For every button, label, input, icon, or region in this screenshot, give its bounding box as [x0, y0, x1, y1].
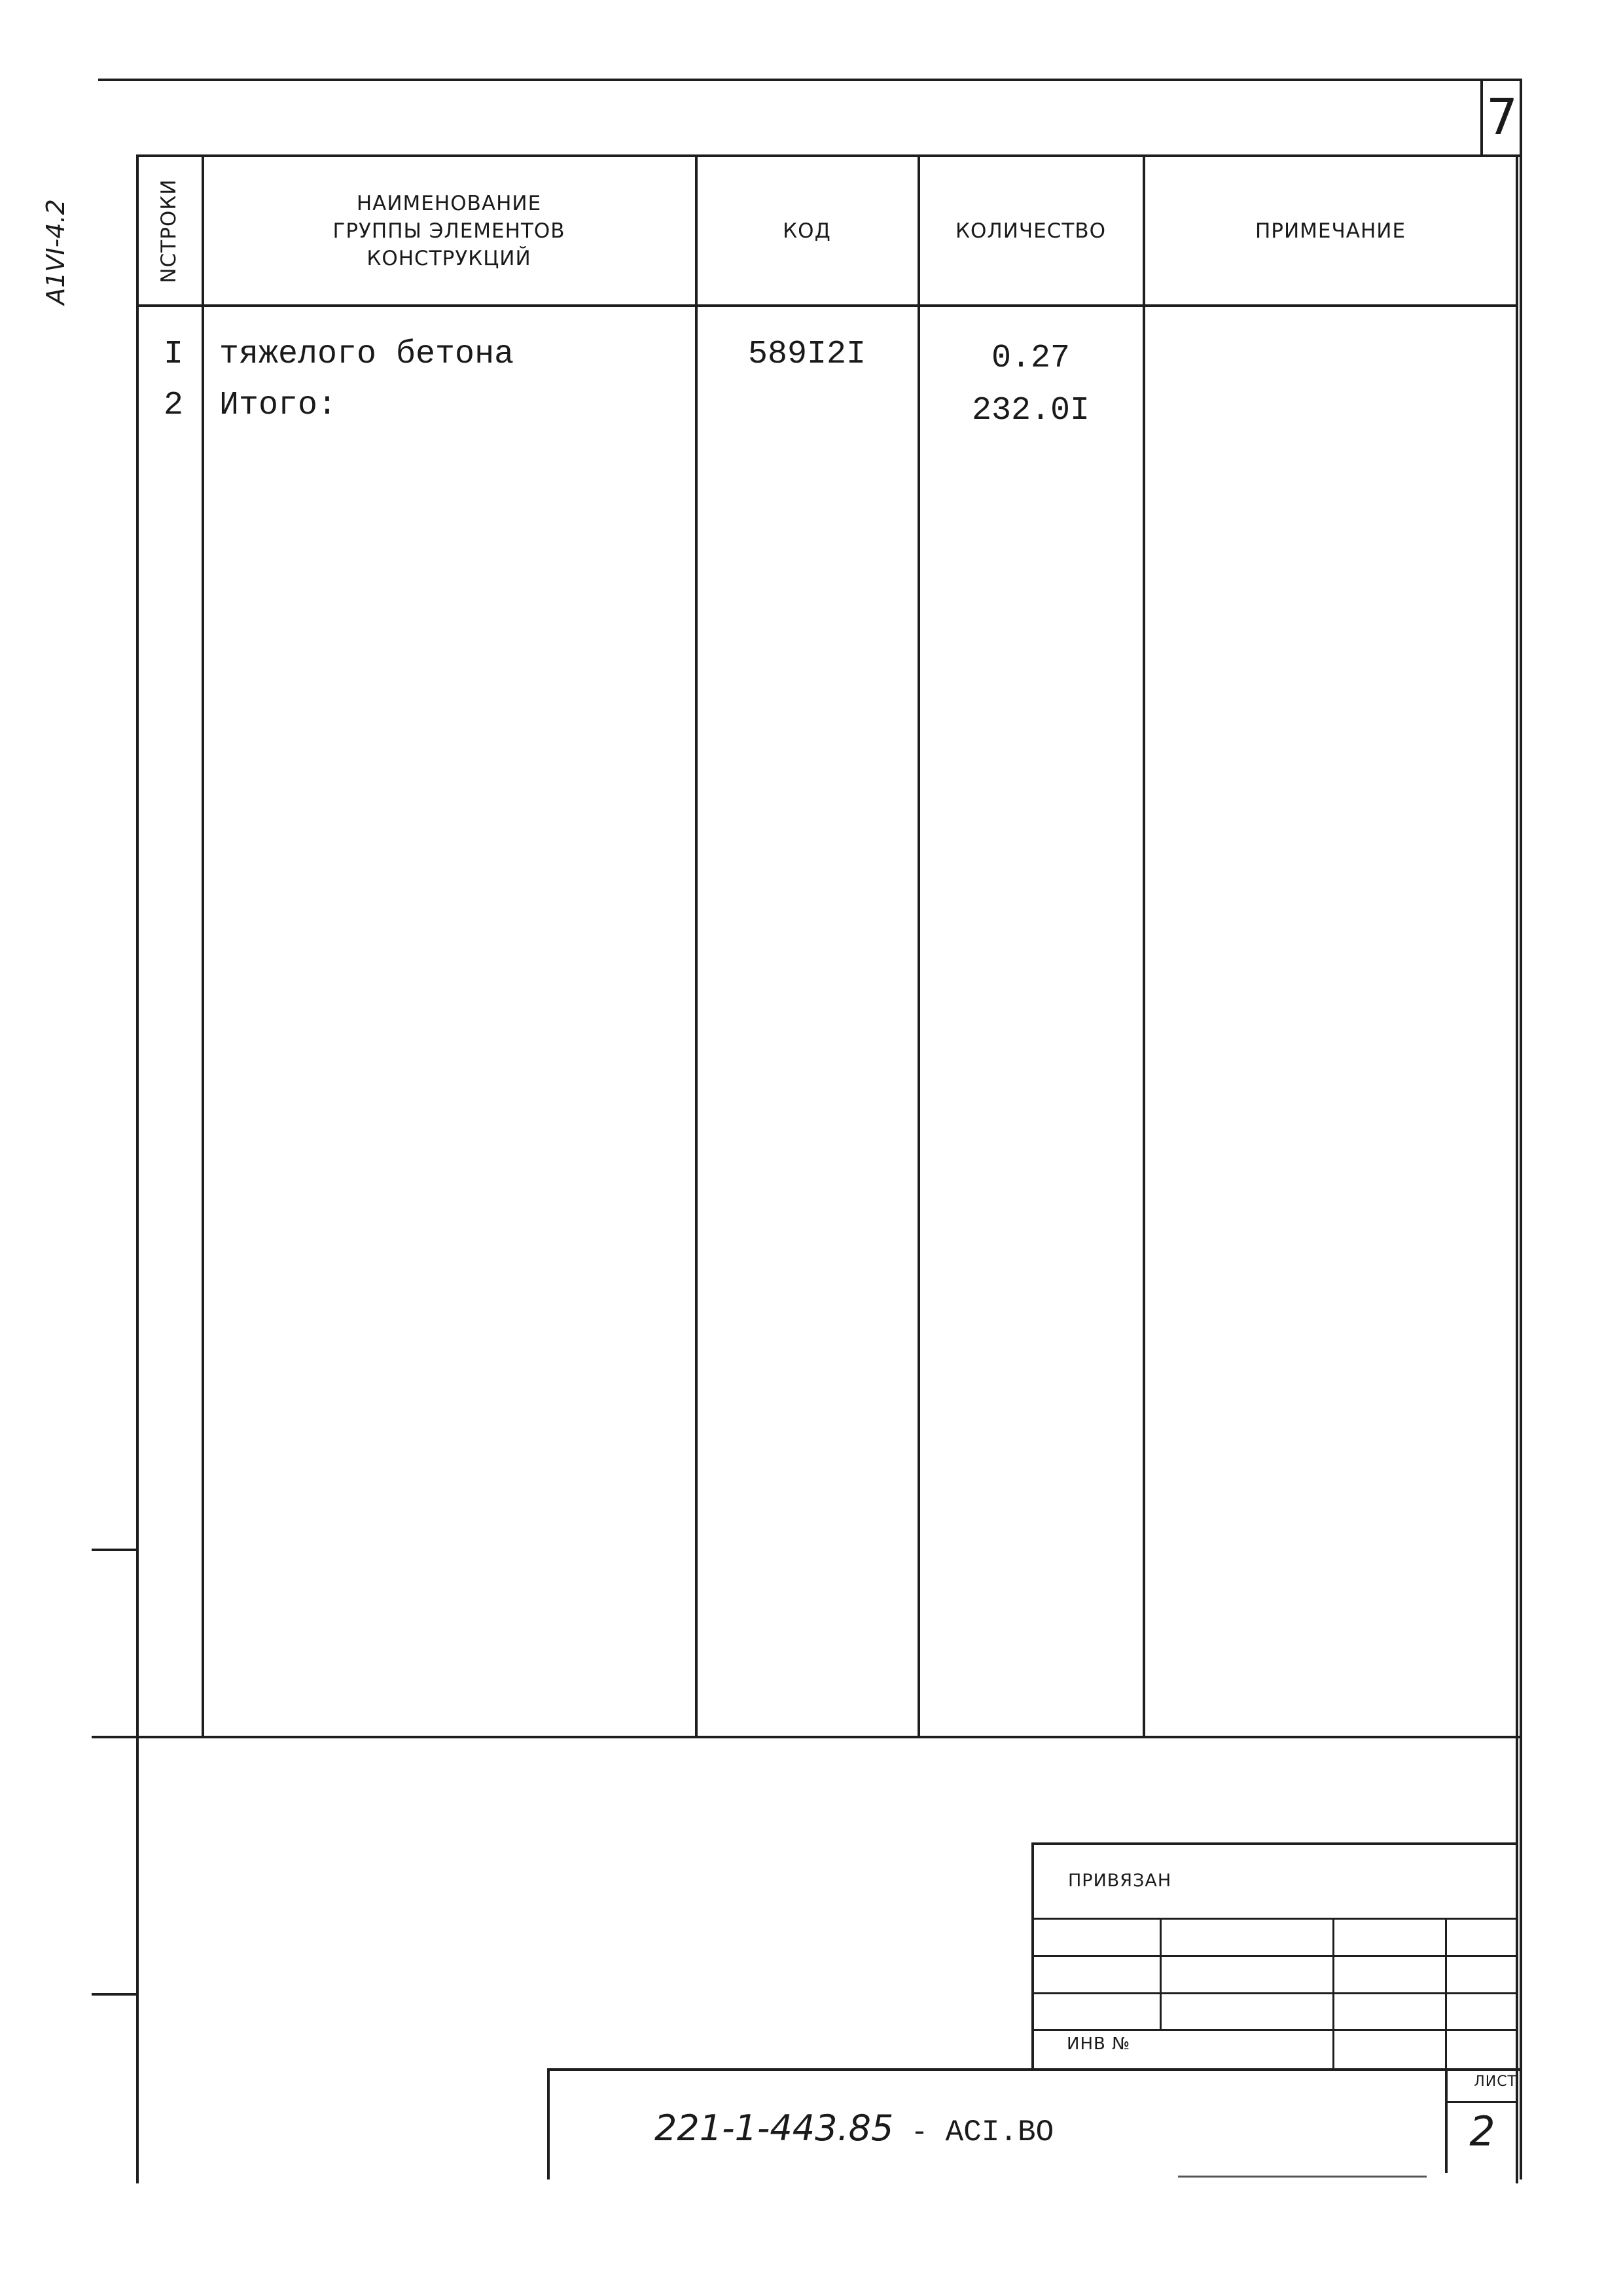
row-1-code: 589I2I [747, 336, 866, 373]
privyazan-col-1 [1160, 1918, 1162, 2029]
row-1-name: тяжелого бетона [219, 336, 514, 373]
header-code: КОД [783, 219, 831, 243]
row-1-quantity: 0.27 [991, 340, 1071, 377]
header-bottom-line [136, 304, 1518, 307]
frame-left [136, 154, 139, 2183]
sheet-box-divider [1445, 2101, 1518, 2103]
title-strip-left [547, 2068, 550, 2179]
row-2-quantity: 232.0I [971, 392, 1090, 429]
col-line-1 [202, 154, 204, 1738]
table-bottom-line [92, 1736, 1520, 1738]
row-2-no: 2 [163, 387, 183, 424]
privyazan-col-3 [1445, 1918, 1447, 2068]
side-stamp: A1VI-4.2 [41, 199, 70, 305]
right-outer-border [1520, 79, 1522, 2179]
col-line-2 [695, 154, 698, 1738]
top-border [98, 79, 1522, 81]
title-strip-top [547, 2068, 1520, 2071]
sheet-corner-number: 7 [1486, 88, 1518, 146]
document-designation [654, 2108, 1407, 2149]
frame-right [1516, 154, 1518, 2183]
row-1-no: I [163, 336, 183, 373]
designation-underline [1178, 2176, 1427, 2178]
row-2-name: Итого: [219, 387, 338, 424]
corner-box-left [1480, 79, 1483, 157]
left-margin-mark-1 [92, 1549, 137, 1551]
designation-typed: ACI.BO [945, 2115, 1054, 2149]
header-name-line-3: КОНСТРУКЦИЙ [366, 246, 531, 270]
header-name-line-2: ГРУППЫ ЭЛЕМЕНТОВ [332, 219, 565, 243]
privyazan-col-2 [1332, 1918, 1334, 2068]
header-note: ПРИМЕЧАНИЕ [1255, 219, 1406, 243]
inv-label: ИНВ № [1067, 2034, 1131, 2054]
privyazan-label: ПРИВЯЗАН [1068, 1871, 1172, 1891]
col-line-4 [1143, 154, 1145, 1738]
header-name [204, 157, 694, 304]
sheet-number: 2 [1469, 2108, 1495, 2155]
sheet-label: ЛИСТ [1474, 2073, 1517, 2090]
designation-handwritten: 221-1-443.85 [654, 2108, 894, 2149]
header-quantity: КОЛИЧЕСТВО [955, 219, 1106, 243]
privyazan-top [1031, 1842, 1518, 1845]
header-name-line-1: НАИМЕНОВАНИЕ [356, 191, 542, 215]
designation-separator: - [893, 2117, 946, 2149]
left-margin-mark-2 [92, 1993, 137, 1996]
header-row-no: NСТРОКИ [157, 179, 181, 283]
